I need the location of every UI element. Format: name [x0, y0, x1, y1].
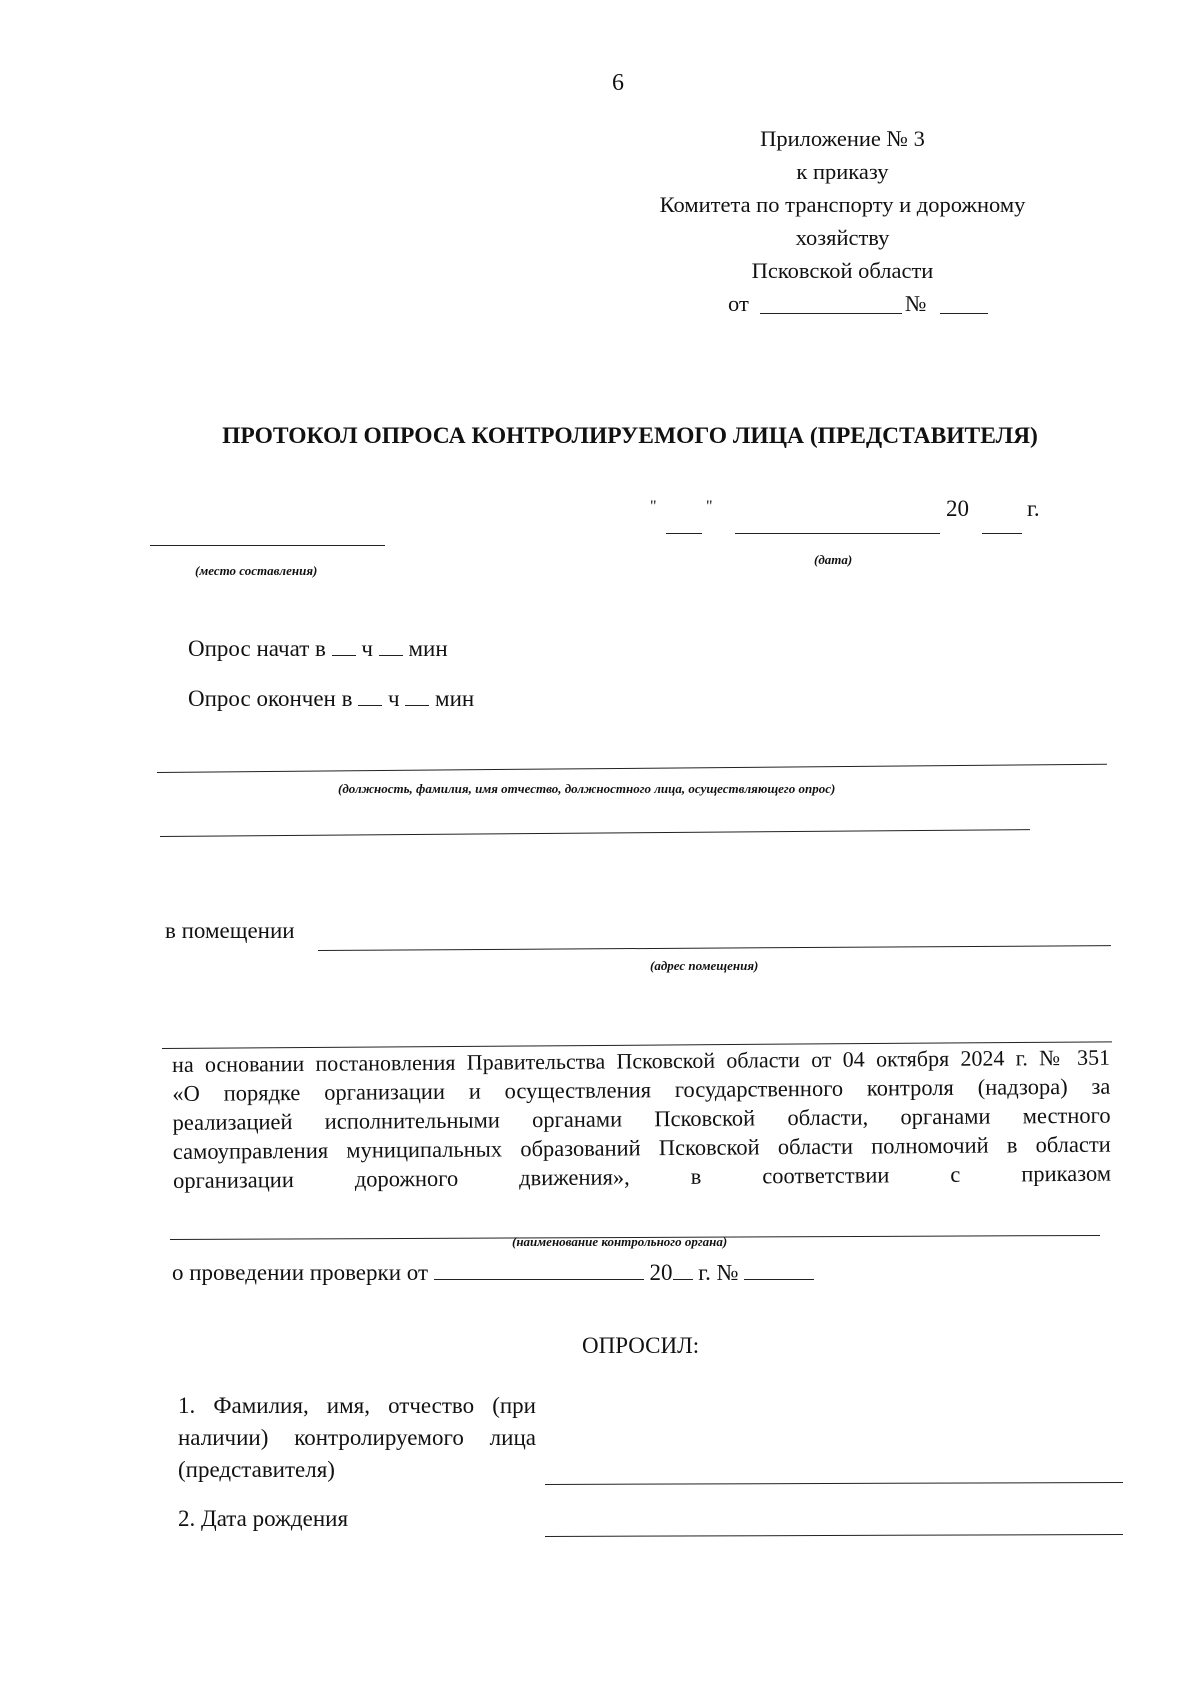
inspection-year-blank[interactable] — [673, 1261, 693, 1280]
date-quote-close: " — [706, 498, 713, 515]
page-number: 6 — [612, 70, 624, 96]
place-blank[interactable] — [150, 545, 385, 546]
appendix-committee-cont: хозяйству — [795, 225, 890, 250]
document-title: ПРОТОКОЛ ОПРОСА КОНТРОЛИРУЕМОГО ЛИЦА (ПРЕДСТАВИТЕЛЯ) — [222, 423, 1038, 449]
basis-line-5: организации дорожного движения», в соответствии с приказом — [172, 1160, 1112, 1193]
field-1-label — [178, 1390, 536, 1486]
survey-end-line — [188, 686, 474, 712]
appendix-block — [600, 122, 1085, 320]
survey-start-hours-unit: ч — [361, 636, 373, 661]
premises-caption: (адрес помещения) — [650, 958, 759, 973]
survey-start-line — [188, 636, 448, 662]
official-blank[interactable] — [157, 764, 1107, 773]
inspection-line — [172, 1260, 814, 1286]
basis-line-4: самоуправления муниципальных образований Псковской области полномочий в области — [172, 1131, 1111, 1164]
date-year-prefix: 20 — [946, 496, 969, 521]
appendix-number-blank[interactable] — [940, 313, 988, 314]
inspection-year-suffix: г. — [698, 1260, 711, 1285]
control-body-caption: (наименование контрольного органа) — [512, 1234, 728, 1249]
basis-paragraph — [172, 1043, 1111, 1195]
survey-end-label: Опрос окончен в — [188, 686, 353, 711]
inspection-date-blank[interactable] — [434, 1261, 644, 1280]
field-1-line-2: наличии) контролируемого лица — [178, 1425, 536, 1450]
year-blank[interactable] — [982, 533, 1022, 534]
basis-line-2: «О порядке организации и осуществления государственного контроля (надзора) за — [172, 1073, 1111, 1106]
appendix-committee: Комитета по транспорту и дорожному — [659, 192, 1026, 217]
place-caption: (место составления) — [195, 563, 318, 578]
survey-start-label: Опрос начат в — [188, 636, 326, 661]
survey-start-minutes-unit: мин — [408, 636, 448, 661]
inspection-number-label: № — [716, 1260, 739, 1285]
official-blank-2[interactable] — [160, 829, 1030, 837]
survey-end-hours-blank[interactable] — [358, 687, 382, 706]
survey-start-minutes-blank[interactable] — [379, 637, 403, 656]
survey-end-hours-unit: ч — [387, 686, 400, 711]
field-2-blank[interactable] — [545, 1534, 1123, 1537]
appendix-region: Псковской области — [751, 258, 934, 283]
inspection-number-blank[interactable] — [744, 1261, 814, 1280]
appendix-date-number — [600, 287, 1085, 320]
inspection-year-prefix: 20 — [649, 1260, 673, 1285]
appendix-order-ref: к приказу — [796, 159, 889, 184]
day-blank[interactable] — [666, 533, 702, 534]
appendix-date-blank[interactable] — [760, 313, 902, 314]
official-caption: (должность, фамилия, имя отчество, должностного лица, осуществляющего опрос) — [338, 781, 836, 796]
basis-line-3: реализацией исполнительными органами Псковской области, органами местного — [172, 1102, 1111, 1135]
survey-start-hours-blank[interactable] — [332, 637, 356, 656]
survey-end-minutes-unit: мин — [435, 686, 475, 711]
appendix-title: Приложение № 3 — [760, 126, 925, 151]
interviewed-heading: ОПРОСИЛ: — [582, 1333, 700, 1358]
survey-end-minutes-blank[interactable] — [405, 687, 429, 706]
field-1-line-3: (представителя) — [178, 1457, 335, 1482]
premises-blank[interactable] — [318, 945, 1111, 951]
field-1-line-1: 1. Фамилия, имя, отчество (при — [178, 1393, 536, 1418]
date-quote-open: " — [650, 498, 657, 515]
inspection-label: о проведении проверки от — [172, 1260, 428, 1285]
basis-line-1: на основании постановления Правительства Псковской области от 04 октября 2024 г. № 351 — [172, 1044, 1111, 1077]
month-blank[interactable] — [735, 533, 940, 534]
field-1-blank[interactable] — [545, 1482, 1123, 1485]
premises-label: в помещении — [165, 918, 295, 943]
field-2-label: 2. Дата рождения — [178, 1506, 349, 1531]
appendix-from-label: от — [728, 291, 749, 316]
date-year-suffix: г. — [1027, 496, 1040, 521]
appendix-number-label: № — [905, 291, 927, 316]
date-caption: (дата) — [814, 552, 853, 567]
